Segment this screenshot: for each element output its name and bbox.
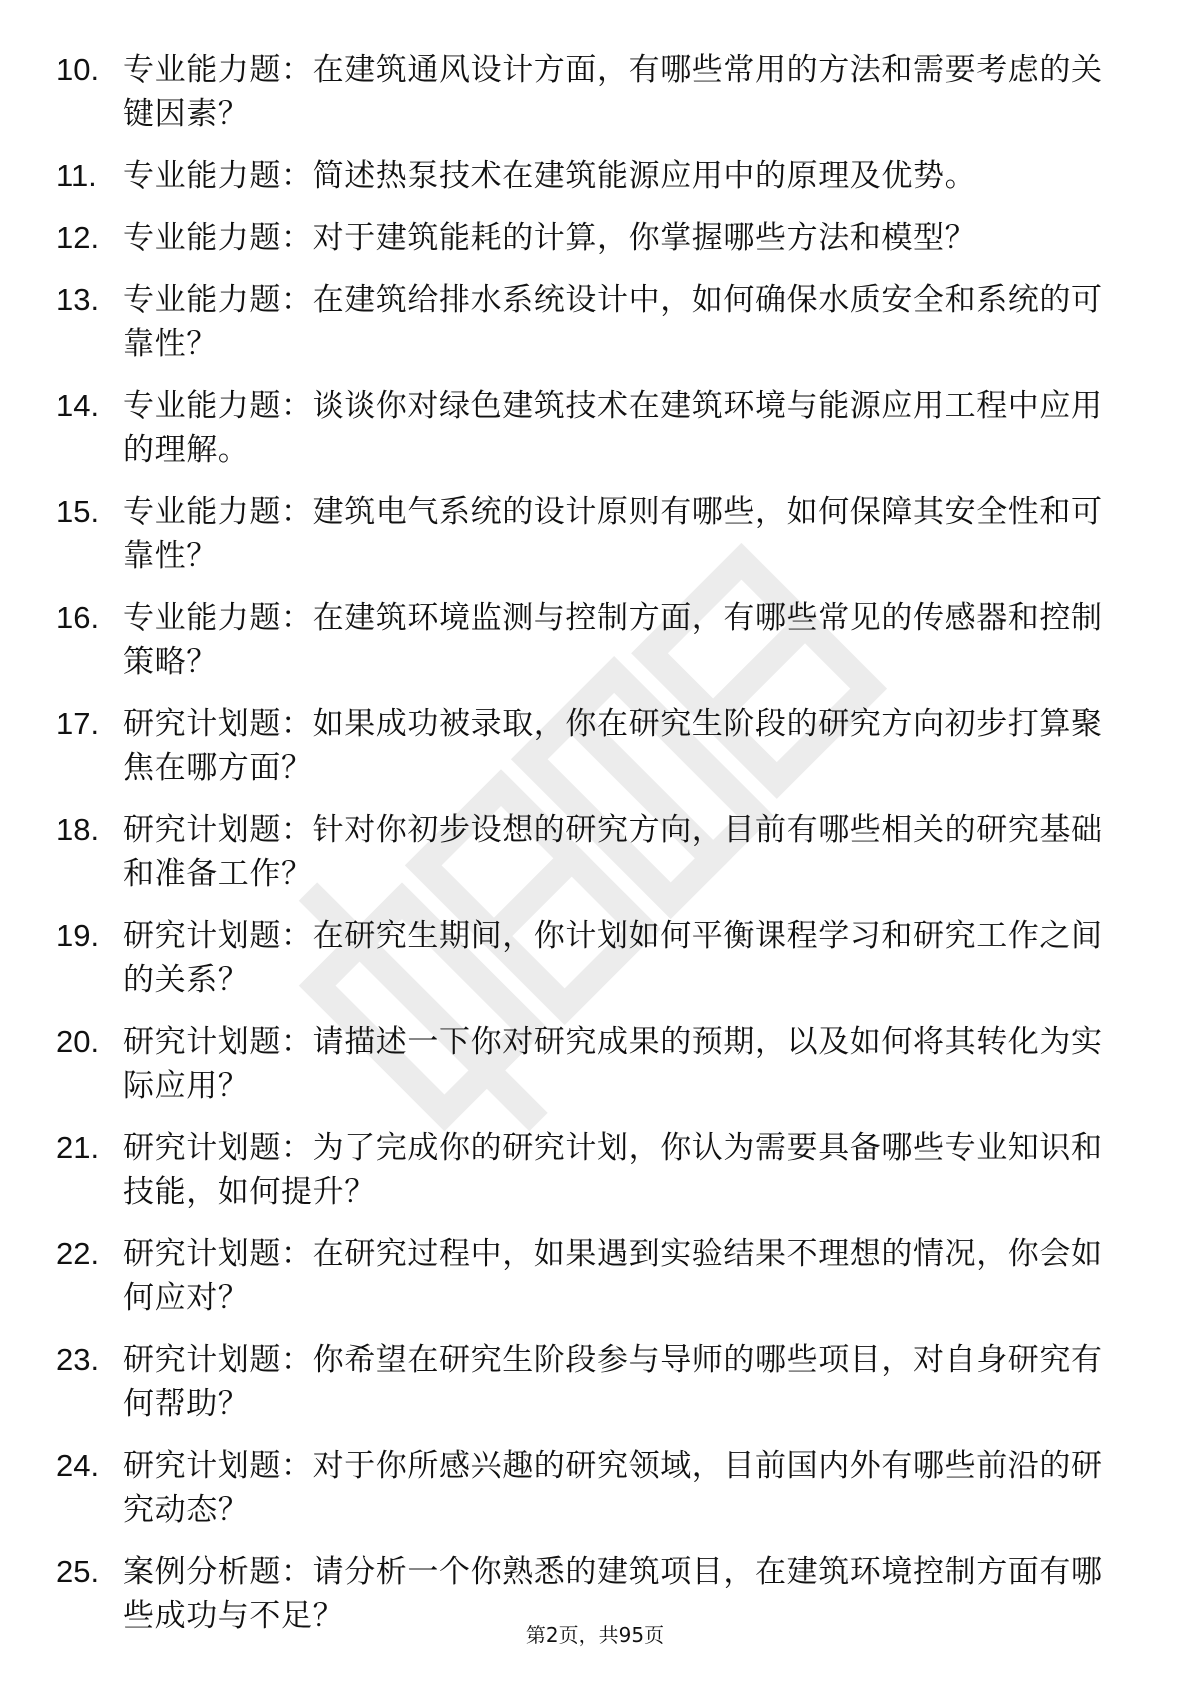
question-text: 在研究过程中，如果遇到实验结果不理想的情况，你会如何应对？ bbox=[123, 1236, 1103, 1316]
question-item bbox=[56, 914, 1106, 1002]
question-text: 在研究生期间，你计划如何平衡课程学习和研究工作之间的关系？ bbox=[123, 918, 1103, 998]
question-text: 在建筑通风设计方面，有哪些常用的方法和需要考虑的关键因素？ bbox=[123, 52, 1103, 132]
question-category: 专业能力题： bbox=[123, 282, 313, 318]
question-body bbox=[123, 490, 1106, 578]
question-body bbox=[123, 216, 1106, 260]
question-item bbox=[56, 48, 1106, 136]
question-item bbox=[56, 1338, 1106, 1426]
question-text: 在建筑给排水系统设计中，如何确保水质安全和系统的可靠性？ bbox=[123, 282, 1103, 362]
question-text: 对于你所感兴趣的研究领域，目前国内外有哪些前沿的研究动态？ bbox=[123, 1448, 1103, 1528]
question-list bbox=[56, 48, 1106, 1656]
question-number: 24. bbox=[56, 1448, 100, 1483]
question-item bbox=[56, 596, 1106, 684]
question-number: 11. bbox=[56, 158, 97, 193]
question-category: 专业能力题： bbox=[123, 388, 313, 424]
question-category: 研究计划题： bbox=[123, 1130, 313, 1166]
question-category: 专业能力题： bbox=[123, 494, 313, 530]
question-number: 23. bbox=[56, 1342, 100, 1377]
question-item bbox=[56, 702, 1106, 790]
question-text: 请分析一个你熟悉的建筑项目，在建筑环境控制方面有哪些成功与不足？ bbox=[123, 1554, 1103, 1634]
question-number: 22. bbox=[56, 1236, 100, 1271]
question-category: 研究计划题： bbox=[123, 812, 313, 848]
question-body bbox=[123, 596, 1106, 684]
question-text: 如果成功被录取，你在研究生阶段的研究方向初步打算聚焦在哪方面？ bbox=[123, 706, 1103, 786]
question-number: 21. bbox=[56, 1130, 100, 1165]
question-text: 针对你初步设想的研究方向，目前有哪些相关的研究基础和准备工作？ bbox=[123, 812, 1103, 892]
question-item bbox=[56, 154, 1106, 198]
question-category: 研究计划题： bbox=[123, 1236, 313, 1272]
question-number: 12. bbox=[56, 220, 100, 255]
question-category: 专业能力题： bbox=[123, 52, 313, 88]
question-item bbox=[56, 808, 1106, 896]
question-number: 20. bbox=[56, 1024, 100, 1059]
question-category: 专业能力题： bbox=[123, 600, 313, 636]
question-category: 专业能力题： bbox=[123, 220, 313, 256]
question-body bbox=[123, 1232, 1106, 1320]
question-body bbox=[123, 1126, 1106, 1214]
question-body bbox=[123, 278, 1106, 366]
question-category: 研究计划题： bbox=[123, 1448, 313, 1484]
question-item bbox=[56, 1444, 1106, 1532]
question-text: 为了完成你的研究计划，你认为需要具备哪些专业知识和技能，如何提升？ bbox=[123, 1130, 1103, 1210]
question-number: 13. bbox=[56, 282, 100, 317]
question-category: 专业能力题： bbox=[123, 158, 313, 194]
question-item bbox=[56, 216, 1106, 260]
question-body bbox=[123, 914, 1106, 1002]
question-number: 16. bbox=[56, 600, 100, 635]
question-category: 研究计划题： bbox=[123, 706, 313, 742]
question-number: 25. bbox=[56, 1554, 100, 1589]
question-number: 17. bbox=[56, 706, 100, 741]
question-body bbox=[123, 48, 1106, 136]
question-category: 研究计划题： bbox=[123, 1024, 313, 1060]
page-footer: 第2页，共95页 bbox=[525, 1623, 665, 1647]
question-number: 18. bbox=[56, 812, 100, 847]
question-text: 请描述一下你对研究成果的预期，以及如何将其转化为实际应用？ bbox=[123, 1024, 1103, 1104]
question-body bbox=[123, 384, 1106, 472]
question-item bbox=[56, 1126, 1106, 1214]
question-number: 19. bbox=[56, 918, 100, 953]
question-category: 案例分析题： bbox=[123, 1554, 313, 1590]
question-text: 你希望在研究生阶段参与导师的哪些项目，对自身研究有何帮助？ bbox=[123, 1342, 1103, 1422]
question-body bbox=[123, 1020, 1106, 1108]
question-text: 谈谈你对绿色建筑技术在建筑环境与能源应用工程中应用的理解。 bbox=[123, 388, 1103, 468]
question-number: 10. bbox=[56, 52, 100, 87]
question-body bbox=[123, 1444, 1106, 1532]
question-item bbox=[56, 278, 1106, 366]
question-text: 在建筑环境监测与控制方面，有哪些常见的传感器和控制策略？ bbox=[123, 600, 1103, 680]
question-number: 14. bbox=[56, 388, 100, 423]
question-item bbox=[56, 384, 1106, 472]
question-category: 研究计划题： bbox=[123, 918, 313, 954]
question-category: 研究计划题： bbox=[123, 1342, 313, 1378]
question-body bbox=[123, 702, 1106, 790]
question-text: 对于建筑能耗的计算，你掌握哪些方法和模型？ bbox=[312, 220, 977, 256]
question-text: 建筑电气系统的设计原则有哪些，如何保障其安全性和可靠性？ bbox=[123, 494, 1103, 574]
question-item bbox=[56, 1020, 1106, 1108]
question-body bbox=[123, 154, 1106, 198]
question-body bbox=[123, 808, 1106, 896]
question-item bbox=[56, 1232, 1106, 1320]
question-body bbox=[123, 1338, 1106, 1426]
question-item bbox=[56, 490, 1106, 578]
question-text: 简述热泵技术在建筑能源应用中的原理及优势。 bbox=[312, 158, 977, 194]
question-number: 15. bbox=[56, 494, 100, 529]
